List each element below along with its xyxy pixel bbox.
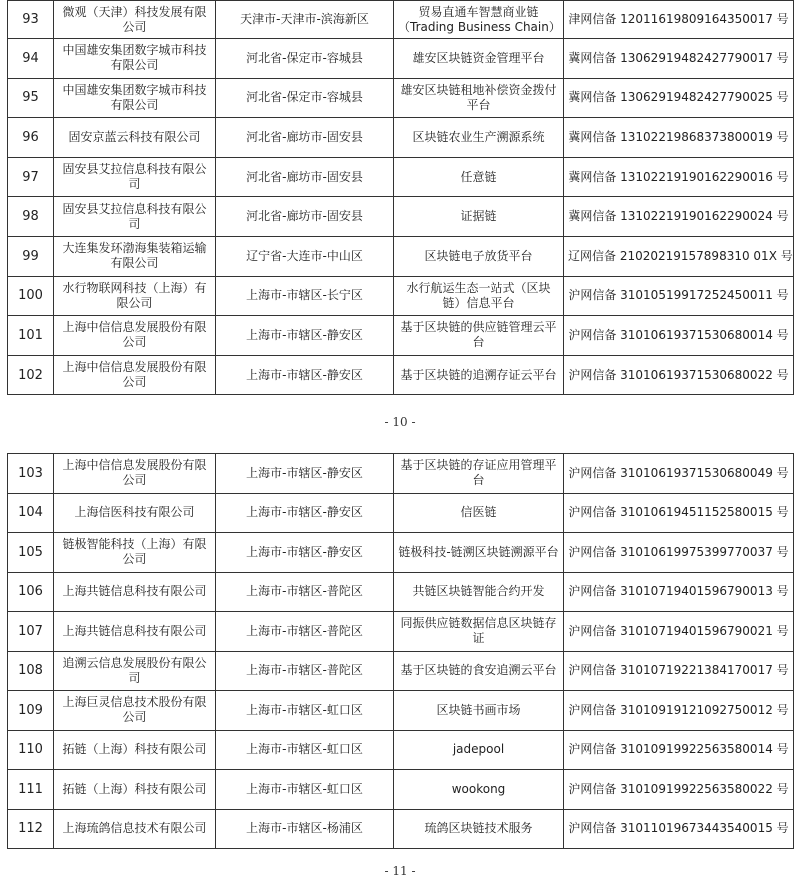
service-name-cell: 证据链 [394,197,564,237]
region-cell: 上海市-市辖区-虹口区 [216,691,394,731]
company-cell: 微观（天津）科技发展有限公司 [54,1,216,39]
filing-number-cell: 沪网信备 31010619371530680022 号 [564,355,794,395]
company-cell: 拓链（上海）科技有限公司 [54,770,216,810]
region-cell: 河北省-廊坊市-固安县 [216,197,394,237]
filing-number-cell: 沪网信备 31011019673443540015 号 [564,809,794,849]
row-number-cell: 108 [8,651,54,691]
table-row [8,493,794,533]
region-cell: 天津市-天津市-滨海新区 [216,1,394,39]
table-row [8,197,794,237]
table-row [8,691,794,731]
company-cell: 拓链（上海）科技有限公司 [54,730,216,770]
filing-number-cell: 冀网信备 13102219190162290024 号 [564,197,794,237]
document-page-10 [0,0,800,431]
region-cell: 上海市-市辖区-虹口区 [216,730,394,770]
filing-number-cell: 沪网信备 31010719401596790021 号 [564,612,794,652]
row-number-cell: 95 [8,78,54,118]
service-name-cell: 基于区块链的供应链管理云平台 [394,316,564,356]
company-cell: 上海中信信息发展股份有限公司 [54,316,216,356]
region-cell: 上海市-市辖区-虹口区 [216,770,394,810]
region-cell: 上海市-市辖区-静安区 [216,355,394,395]
table-row [8,118,794,158]
filing-number-cell: 沪网信备 31010919922563580022 号 [564,770,794,810]
company-cell: 中国雄安集团数字城市科技有限公司 [54,78,216,118]
filing-number-cell: 辽网信备 21020219157898310 01X 号 [564,236,794,276]
table-row [8,651,794,691]
service-name-cell: wookong [394,770,564,810]
service-name-cell: 雄安区块链租地补偿资金拨付平台 [394,78,564,118]
region-cell: 辽宁省-大连市-中山区 [216,236,394,276]
row-number-cell: 106 [8,572,54,612]
filing-number-cell: 沪网信备 31010619371530680014 号 [564,316,794,356]
row-number-cell: 97 [8,157,54,197]
service-name-cell: 琉鸽区块链技术服务 [394,809,564,849]
filing-number-cell: 沪网信备 31010619451152580015 号 [564,493,794,533]
filing-number-cell: 津网信备 12011619809164350017 号 [564,1,794,39]
table-row [8,809,794,849]
region-cell: 上海市-市辖区-普陀区 [216,612,394,652]
company-cell: 水行物联网科技（上海）有限公司 [54,276,216,316]
service-name-cell: 基于区块链的食安追溯云平台 [394,651,564,691]
table-row [8,39,794,79]
table-row [8,316,794,356]
filing-number-cell: 沪网信备 31010719221384170017 号 [564,651,794,691]
service-name-cell: 基于区块链的存证应用管理平台 [394,454,564,494]
table-row [8,612,794,652]
filing-number-cell: 冀网信备 13102219868373800019 号 [564,118,794,158]
row-number-cell: 102 [8,355,54,395]
row-number-cell: 103 [8,454,54,494]
row-number-cell: 98 [8,197,54,237]
company-cell: 上海中信信息发展股份有限公司 [54,355,216,395]
service-name-cell: 区块链农业生产溯源系统 [394,118,564,158]
service-name-cell: 区块链电子放货平台 [394,236,564,276]
filing-number-cell: 沪网信备 31010919121092750012 号 [564,691,794,731]
service-name-cell: 雄安区块链资金管理平台 [394,39,564,79]
service-name-cell: jadepool [394,730,564,770]
row-number-cell: 96 [8,118,54,158]
table-row [8,730,794,770]
row-number-cell: 101 [8,316,54,356]
filing-number-cell: 沪网信备 31010919922563580014 号 [564,730,794,770]
filing-number-cell: 冀网信备 13062919482427790017 号 [564,39,794,79]
row-number-cell: 99 [8,236,54,276]
region-cell: 上海市-市辖区-杨浦区 [216,809,394,849]
row-number-cell: 112 [8,809,54,849]
region-cell: 河北省-廊坊市-固安县 [216,118,394,158]
table-row [8,355,794,395]
region-cell: 上海市-市辖区-普陀区 [216,651,394,691]
region-cell: 河北省-保定市-容城县 [216,78,394,118]
page-gap [0,431,800,447]
row-number-cell: 104 [8,493,54,533]
page-number: - 11 - [384,864,416,878]
region-cell: 上海市-市辖区-静安区 [216,454,394,494]
table-row [8,78,794,118]
service-name-cell: 任意链 [394,157,564,197]
company-cell: 链极智能科技（上海）有限公司 [54,533,216,573]
region-cell: 上海市-市辖区-静安区 [216,316,394,356]
table-row [8,1,794,39]
row-number-cell: 93 [8,1,54,39]
filing-number-cell: 沪网信备 31010619975399770037 号 [564,533,794,573]
company-cell: 中国雄安集团数字城市科技有限公司 [54,39,216,79]
service-name-cell: 水行航运生态一站式（区块链）信息平台 [394,276,564,316]
row-number-cell: 111 [8,770,54,810]
company-cell: 上海信医科技有限公司 [54,493,216,533]
row-number-cell: 105 [8,533,54,573]
company-cell: 上海共链信息科技有限公司 [54,612,216,652]
registry-table [7,453,794,849]
region-cell: 上海市-市辖区-普陀区 [216,572,394,612]
filing-number-cell: 冀网信备 13102219190162290016 号 [564,157,794,197]
service-name-cell: 信医链 [394,493,564,533]
region-cell: 上海市-市辖区-静安区 [216,493,394,533]
company-cell: 追溯云信息发展股份有限公司 [54,651,216,691]
service-name-cell: 区块链书画市场 [394,691,564,731]
region-cell: 上海市-市辖区-长宁区 [216,276,394,316]
company-cell: 上海共链信息科技有限公司 [54,572,216,612]
page-number: - 10 - [384,415,416,429]
service-name-cell: 同振供应链数据信息区块链存证 [394,612,564,652]
table-row [8,533,794,573]
company-cell: 上海巨灵信息技术股份有限公司 [54,691,216,731]
registry-table-body [8,454,794,849]
region-cell: 上海市-市辖区-静安区 [216,533,394,573]
row-number-cell: 100 [8,276,54,316]
table-row [8,454,794,494]
company-cell: 上海琉鸽信息技术有限公司 [54,809,216,849]
filing-number-cell: 沪网信备 31010619371530680049 号 [564,454,794,494]
region-cell: 河北省-廊坊市-固安县 [216,157,394,197]
company-cell: 大连集发环渤海集装箱运输有限公司 [54,236,216,276]
row-number-cell: 107 [8,612,54,652]
table-row [8,236,794,276]
row-number-cell: 110 [8,730,54,770]
region-cell: 河北省-保定市-容城县 [216,39,394,79]
company-cell: 固安县艾拉信息科技有限公司 [54,157,216,197]
filing-number-cell: 沪网信备 31010719401596790013 号 [564,572,794,612]
row-number-cell: 94 [8,39,54,79]
row-number-cell: 109 [8,691,54,731]
registry-table [7,0,794,395]
table-row [8,157,794,197]
document-page-11 [0,447,800,881]
service-name-cell: 贸易直通车智慧商业链（Trading Business Chain） [394,1,564,39]
table-row [8,276,794,316]
filing-number-cell: 冀网信备 13062919482427790025 号 [564,78,794,118]
company-cell: 上海中信信息发展股份有限公司 [54,454,216,494]
table-row [8,572,794,612]
registry-table-body [8,1,794,395]
service-name-cell: 基于区块链的追溯存证云平台 [394,355,564,395]
company-cell: 固安京蓝云科技有限公司 [54,118,216,158]
table-row [8,770,794,810]
service-name-cell: 共链区块链智能合约开发 [394,572,564,612]
company-cell: 固安县艾拉信息科技有限公司 [54,197,216,237]
filing-number-cell: 沪网信备 31010519917252450011 号 [564,276,794,316]
service-name-cell: 链极科技-链溯区块链溯源平台 [394,533,564,573]
